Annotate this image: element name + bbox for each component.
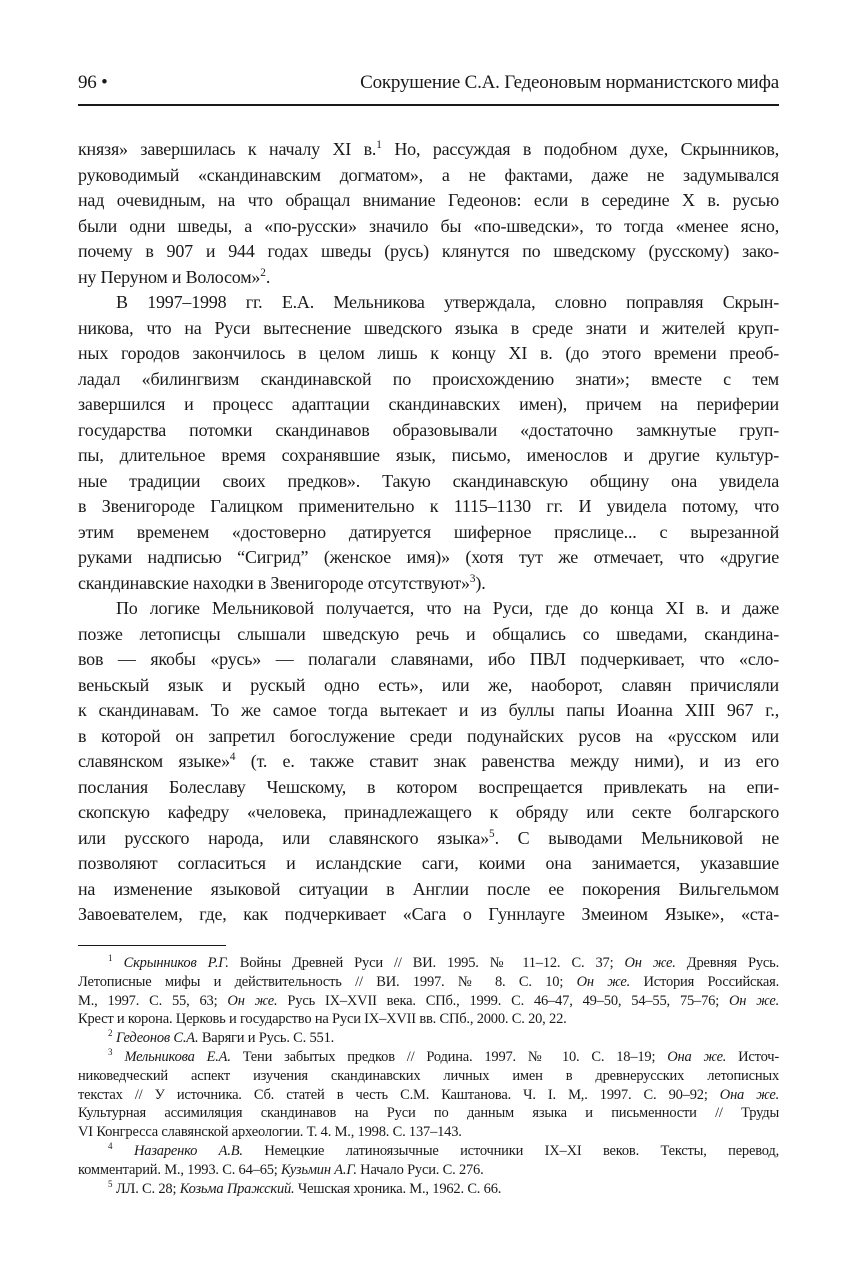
footnote-ref: 5 [108, 1179, 113, 1189]
footnote-ref: 4 [108, 1141, 113, 1152]
running-title: Сокрушение С.А. Гедеоновым норманистского мифа [360, 72, 779, 93]
text-segment: Древняя Русь. [675, 955, 779, 971]
text-segment: позже летописцы слышали шведскую речь и общались со шведами, скандина- [78, 623, 779, 644]
paragraph-2 [78, 290, 779, 596]
text-line [78, 367, 779, 393]
text-line [78, 673, 779, 699]
text-segment: Войны Древней Руси // ВИ. 1995. № 11–12. С. 37; [228, 955, 625, 971]
text-segment: позволяют согласиться и исландские саги, коими она занимается, указавшие [78, 853, 779, 873]
text-line [78, 1161, 779, 1180]
italic-text: Козьма Пражский. [179, 1180, 295, 1197]
paragraph-3 [78, 596, 779, 928]
text-segment: к скандинавам. То же самое тогда вытекает и из буллы папы Иоанна XIII 967 г., [78, 700, 779, 720]
text-line [78, 877, 779, 903]
footnote-ref: 1 [108, 954, 113, 964]
italic-text: Мельникова Е.А. [124, 1048, 231, 1065]
italic-text: Гедеонов С.А. [115, 1030, 199, 1047]
text-segment: или русского народа, или славянского языка» [78, 827, 489, 848]
text-line [78, 724, 779, 750]
text-segment: руками надписью “Сигрид” (женское имя)» (хотя тут же отмечает, что «другие [78, 547, 779, 567]
text-line [78, 647, 779, 673]
text-segment: в Звенигороде Галицком применительно к 1115–1130 гг. И увидела потому, что [78, 496, 779, 516]
text-segment: VI Конгресса славянской археологии. Т. 4. М., 1998. С. 137–143. [78, 1124, 462, 1141]
footnote-2 [78, 1029, 779, 1048]
italic-text: Он же. [624, 955, 676, 971]
text-segment: никова, что на Руси вытеснение шведского языка в среде знати и жителей круп- [78, 317, 779, 338]
text-line [78, 1067, 779, 1086]
text-segment: послания Болеславу Чешскому, в котором воспрещается привлекать на епи- [78, 776, 779, 797]
text-line [78, 520, 779, 546]
text-line [78, 954, 779, 973]
text-line [78, 1086, 779, 1105]
text-segment: славянском языке» [78, 751, 230, 771]
text-segment: пы, длительное время сохранявшие язык, письмо, именослов и другие культур- [78, 445, 779, 465]
text-line [78, 1029, 779, 1048]
text-segment: (т. е. также ставит знак равенства между ними), и из его [235, 751, 779, 771]
text-segment: . С выводами Мельниковой не [494, 827, 779, 848]
text-segment: ные традиции своих предков». Такую скандинавскую общину она увидела [78, 470, 779, 491]
page-number [78, 72, 108, 94]
text-line [78, 1048, 779, 1067]
text-segment: скопскую кафедру «человека, принадлежащего к обряду или секте болгарского [78, 802, 779, 822]
text-segment: государства потомки скандинавов образовывали «достаточно замкнутые груп- [78, 419, 779, 440]
text-segment: текстах // У источника. Сб. статей в честь С.М. Каштанова. Ч. I. М,. 1997. С. 90–92; [78, 1086, 720, 1103]
footnote-4 [78, 1142, 779, 1180]
page-number-value: 96 [78, 72, 97, 93]
footnote-ref: 2 [260, 266, 266, 279]
text-line [78, 392, 779, 418]
text-segment: комментарий. М., 1993. С. 64–65; [78, 1161, 282, 1178]
text-line [78, 973, 779, 992]
text-segment: В 1997–1998 гг. Е.А. Мельникова утверждала, словно поправляя Скрын- [116, 292, 779, 312]
text-segment: над очевидным, на что обращал внимание Гедеонов: если в середине X в. русью [78, 190, 779, 210]
text-segment: в которой он запретил богослужение среди подунайских русов на «русском или [78, 725, 779, 746]
text-segment: Крест и корона. Церковь и государство на Руси IX–XVII вв. СПб., 2000. С. 20, 22. [78, 1011, 567, 1028]
text-segment: По логике Мельниковой получается, что на Руси, где до конца XI в. и даже [116, 598, 779, 618]
text-line [78, 596, 779, 622]
text-line [78, 494, 779, 520]
text-segment: князя» завершилась к началу XI в. [78, 139, 377, 159]
text-line [78, 749, 779, 775]
text-line [78, 545, 779, 571]
text-segment: История Российская. [630, 973, 779, 990]
text-line [78, 800, 779, 826]
footnote-ref: 3 [108, 1047, 113, 1058]
text-line [78, 1010, 779, 1029]
text-segment: Чешская хроника. М., 1962. С. 66. [294, 1180, 502, 1197]
text-line [78, 1180, 779, 1199]
text-segment: ). [475, 572, 486, 593]
text-segment: завершился и процесс адаптации скандинавских имен), причем на периферии [78, 394, 779, 414]
italic-text: Он же. [576, 973, 631, 990]
text-line [78, 775, 779, 801]
text-line [78, 163, 779, 189]
text-line [78, 902, 779, 928]
text-segment: никоведческий аспект изучения скандинавских личных имен в древнерусских летописных [78, 1067, 779, 1084]
text-segment: веньскый язык и рускый одно есть», или же, наоборот, славян причисляли [78, 674, 779, 695]
text-line [78, 1123, 779, 1142]
text-line [78, 341, 779, 367]
text-line [78, 826, 779, 852]
body-text [78, 137, 779, 928]
footnote-ref: 2 [108, 1029, 113, 1039]
text-segment: Завоевателем, где, как подчеркивает «Сага о Гуннлауге Змеином Языке», «ста- [78, 904, 779, 924]
text-segment: руководимый «скандинавским догматом», а не фактами, даже не задумывался [78, 164, 779, 185]
italic-text: Скрынников Р.Г. [123, 955, 229, 971]
text-segment: почему в 907 и 944 годах шведы (русь) клянутся по шведскому (русскому) зако- [78, 241, 779, 261]
text-segment: ЛЛ. С. 28; [112, 1180, 180, 1197]
text-line [78, 622, 779, 648]
text-segment [113, 1143, 135, 1159]
text-segment: ну Перуном и Волосом» [78, 266, 261, 287]
text-segment: Культурная ассимиляция скандинавов на Руси по данным языка и письменности // Труды [78, 1105, 779, 1122]
text-segment: ных городов закончилось в целом лишь к концу XI в. (до этого времени преоб- [78, 343, 779, 363]
text-segment: Источ- [726, 1048, 779, 1065]
text-line [78, 992, 779, 1011]
text-line [78, 469, 779, 495]
text-segment: . [265, 266, 271, 287]
footnote-1 [78, 954, 779, 1029]
text-segment: Русь IX–XVII века. СПб., 1999. С. 46–47, 49–50, 54–55, 75–76; [277, 992, 729, 1009]
paragraph-1 [78, 137, 779, 290]
footnote-3 [78, 1048, 779, 1142]
text-segment: Но, рассуждая в подобном духе, Скрынников, [381, 139, 779, 159]
footnotes [78, 954, 779, 1198]
running-header [78, 72, 779, 94]
text-segment: были одни шведы, а «по-русски» значило бы «по-шведски», то тогда «менее ясно, [78, 215, 779, 236]
text-segment: Варяги и Русь. С. 551. [198, 1030, 335, 1047]
text-segment: скандинавские находки в Звенигороде отсутствуют» [78, 572, 470, 593]
text-segment: на изменение языковой ситуации в Англии после ее покорения Вильгельмом [78, 878, 779, 899]
text-line [78, 239, 779, 265]
text-line [78, 851, 779, 877]
text-line [78, 1142, 779, 1161]
footnote-5 [78, 1180, 779, 1199]
text-segment [113, 955, 124, 971]
italic-text: Кузьмин А.Г. [281, 1161, 357, 1178]
text-segment: Тени забытых предков // Родина. 1997. № 10. С. 18–19; [230, 1048, 668, 1065]
text-line [78, 214, 779, 240]
footnote-ref: 4 [229, 751, 236, 763]
text-line [78, 316, 779, 342]
text-segment: Немецкие латиноязычные источники IX–XI веков. Тексты, перевод, [242, 1142, 779, 1159]
italic-text: Он же. [227, 992, 278, 1009]
text-line [78, 443, 779, 469]
text-segment: М., 1997. С. 55, 63; [78, 992, 228, 1009]
text-segment: вов — якобы «русь» — полагали славянами, ибо ПВЛ подчеркивает, что «сло- [78, 649, 779, 669]
text-segment: Начало Руси. С. 276. [356, 1161, 484, 1178]
text-line [78, 188, 779, 214]
text-line [78, 571, 779, 597]
footnote-ref: 5 [489, 827, 495, 840]
text-line [78, 418, 779, 444]
italic-text: Она же. [667, 1048, 727, 1065]
text-segment: Летописные мифы и действительность // ВИ. 1997. № 8. С. 10; [78, 973, 577, 990]
italic-text: Она же. [719, 1086, 779, 1103]
text-line [78, 290, 779, 316]
text-segment: этим временем «достоверно датируется шиферное пряслице... с вырезанной [78, 521, 779, 542]
text-line [78, 265, 779, 291]
text-segment: ладал «билингвизм скандинавской по происхождению знати»; вместе с тем [78, 368, 779, 389]
italic-text: Он же. [729, 992, 779, 1009]
text-line [78, 137, 779, 163]
text-segment [113, 1049, 125, 1065]
bullet-icon: • [101, 72, 108, 93]
header-rule [78, 104, 779, 106]
footnote-ref: 1 [376, 139, 382, 151]
text-line [78, 698, 779, 724]
footnote-ref: 3 [469, 572, 476, 585]
italic-text: Назаренко А.В. [134, 1142, 243, 1159]
text-line [78, 1104, 779, 1123]
footnote-separator-rule [78, 945, 226, 946]
